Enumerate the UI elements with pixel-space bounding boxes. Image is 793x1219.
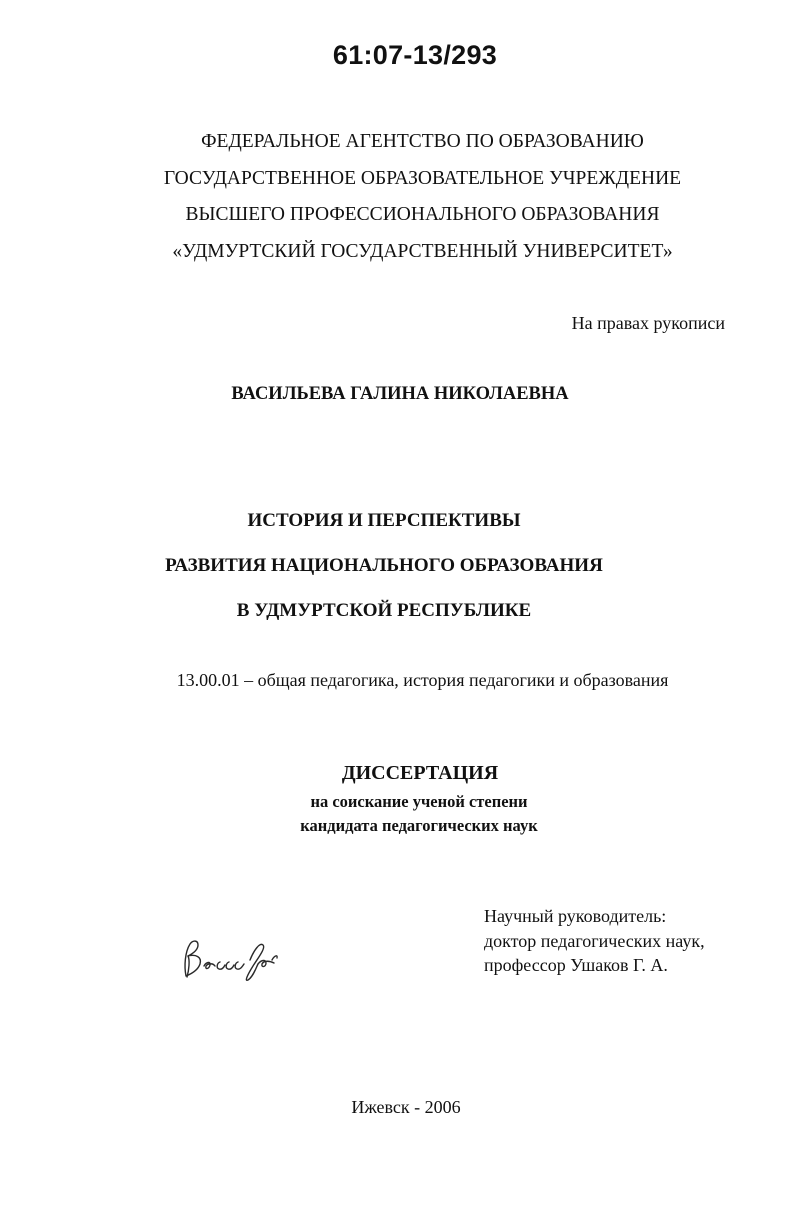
specialty-code: 13.00.01 – общая педагогика, история педагогики и образования (176, 670, 669, 690)
place-and-year: Ижевск - 2006 (351, 1097, 461, 1117)
organization-line: ВЫСШЕГО ПРОФЕССИОНАЛЬНОГО ОБРАЗОВАНИЯ (185, 204, 660, 225)
supervisor-line: доктор педагогических наук, (484, 930, 705, 951)
supervisor-line: профессор Ушаков Г. А. (484, 955, 668, 975)
supervisor-block (484, 904, 705, 978)
title-line: В УДМУРТСКОЙ РЕСПУБЛИКЕ (236, 600, 532, 621)
author-signature (178, 930, 298, 988)
degree-line: на соискание ученой степени (310, 792, 528, 811)
title-line: РАЗВИТИЯ НАЦИОНАЛЬНОГО ОБРАЗОВАНИЯ (165, 555, 603, 576)
catalog-code: 61:07-13/293 (332, 40, 498, 70)
organization-line: «УДМУРТСКИЙ ГОСУДАРСТВЕННЫЙ УНИВЕРСИТЕТ» (172, 240, 673, 262)
rights-note: На правах рукописи (571, 313, 725, 333)
organization-line: ФЕДЕРАЛЬНОЕ АГЕНТСТВО ПО ОБРАЗОВАНИЮ (201, 131, 644, 152)
organization-block (0, 124, 793, 270)
degree-block (0, 790, 793, 838)
degree-line: кандидата педагогических наук (300, 816, 538, 835)
author-name: ВАСИЛЬЕВА ГАЛИНА НИКОЛАЕВНА (231, 384, 569, 404)
work-type-heading: ДИССЕРТАЦИЯ (341, 762, 499, 784)
organization-line: ГОСУДАРСТВЕННОЕ ОБРАЗОВАТЕЛЬНОЕ УЧРЕЖДЕНИЕ (163, 167, 682, 189)
dissertation-title (0, 498, 768, 633)
supervisor-line: Научный руководитель: (484, 906, 667, 926)
title-line: ИСТОРИЯ И ПЕРСПЕКТИВЫ (247, 510, 521, 531)
handwritten-signature-image (178, 930, 298, 988)
